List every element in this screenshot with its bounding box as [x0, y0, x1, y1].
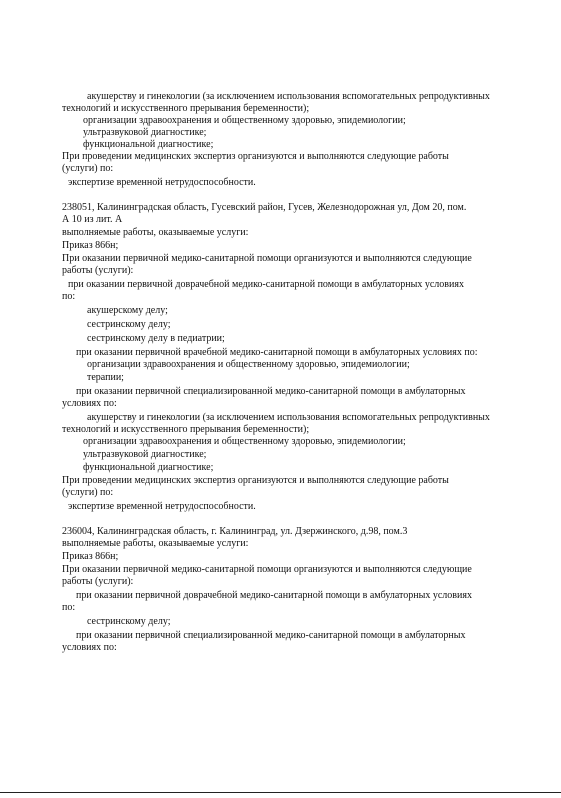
text-line: при оказании первичной врачебной медико-санитарной помощи в амбулаторных условиях по: [76, 347, 478, 358]
text-line: (услуги) по: [62, 487, 114, 498]
text-line: При оказании первичной медико-санитарной помощи организуются и выполняются следующие [62, 564, 472, 575]
text-line: функциональной диагностике; [83, 462, 214, 473]
text-line: при оказании первичной специализированной медико-санитарной помощи в амбулаторных [76, 630, 466, 641]
page-bottom-divider [0, 792, 561, 793]
text-line: при оказании первичной доврачебной медико-санитарной помощи в амбулаторных условиях [68, 279, 464, 290]
text-line: при оказании первичной доврачебной медико-санитарной помощи в амбулаторных условиях [76, 590, 472, 601]
text-line: сестринскому делу в педиатрии; [87, 333, 225, 344]
text-line: При проведении медицинских экспертиз организуются и выполняются следующие работы [62, 475, 449, 486]
text-line: при оказании первичной специализированной медико-санитарной помощи в амбулаторных [76, 386, 466, 397]
text-line: выполняемые работы, оказываемые услуги: [62, 538, 249, 549]
text-line: работы (услуги): [62, 265, 134, 276]
text-line: технологий и искусственного прерывания беременности); [62, 103, 310, 114]
address-line: А 10 из лит. А [62, 214, 123, 225]
text-line: При проведении медицинских экспертиз организуются и выполняются следующие работы [62, 151, 449, 162]
text-line: сестринскому делу; [87, 616, 171, 627]
text-line: условиях по: [62, 642, 117, 653]
text-line: Приказ 866н; [62, 551, 119, 562]
text-line: ультразвуковой диагностике; [83, 449, 207, 460]
text-line: ультразвуковой диагностике; [83, 127, 207, 138]
address-line: 236004, Калининградская область, г. Калининград, ул. Дзержинского, д.98, пом.3 [62, 526, 408, 537]
text-line: экспертизе временной нетрудоспособности. [68, 501, 256, 512]
text-line: Приказ 866н; [62, 240, 119, 251]
text-line: технологий и искусственного прерывания беременности); [62, 424, 310, 435]
text-line: (услуги) по: [62, 163, 114, 174]
text-line: организации здравоохранения и общественному здоровью, эпидемиологии; [83, 436, 406, 447]
text-line: акушерству и гинекологии (за исключением использования вспомогательных репродуктивных [87, 412, 490, 423]
address-line: 238051, Калининградская область, Гусевский район, Гусев, Железнодорожная ул, Дом 20, пом. [62, 202, 467, 213]
text-line: условиях по: [62, 398, 117, 409]
text-line: по: [62, 291, 76, 302]
text-line: экспертизе временной нетрудоспособности. [68, 177, 256, 188]
text-line: функциональной диагностике; [83, 139, 214, 150]
text-line: сестринскому делу; [87, 319, 171, 330]
text-line: по: [62, 602, 76, 613]
text-line: организации здравоохранения и общественному здоровью, эпидемиологии; [83, 115, 406, 126]
text-line: акушерскому делу; [87, 305, 168, 316]
text-line: выполняемые работы, оказываемые услуги: [62, 227, 249, 238]
text-line: терапии; [87, 372, 124, 383]
text-line: организации здравоохранения и общественному здоровью, эпидемиологии; [87, 359, 410, 370]
text-line: работы (услуги): [62, 576, 134, 587]
text-line: При оказании первичной медико-санитарной помощи организуются и выполняются следующие [62, 253, 472, 264]
text-line: акушерству и гинекологии (за исключением использования вспомогательных репродуктивных [87, 91, 490, 102]
